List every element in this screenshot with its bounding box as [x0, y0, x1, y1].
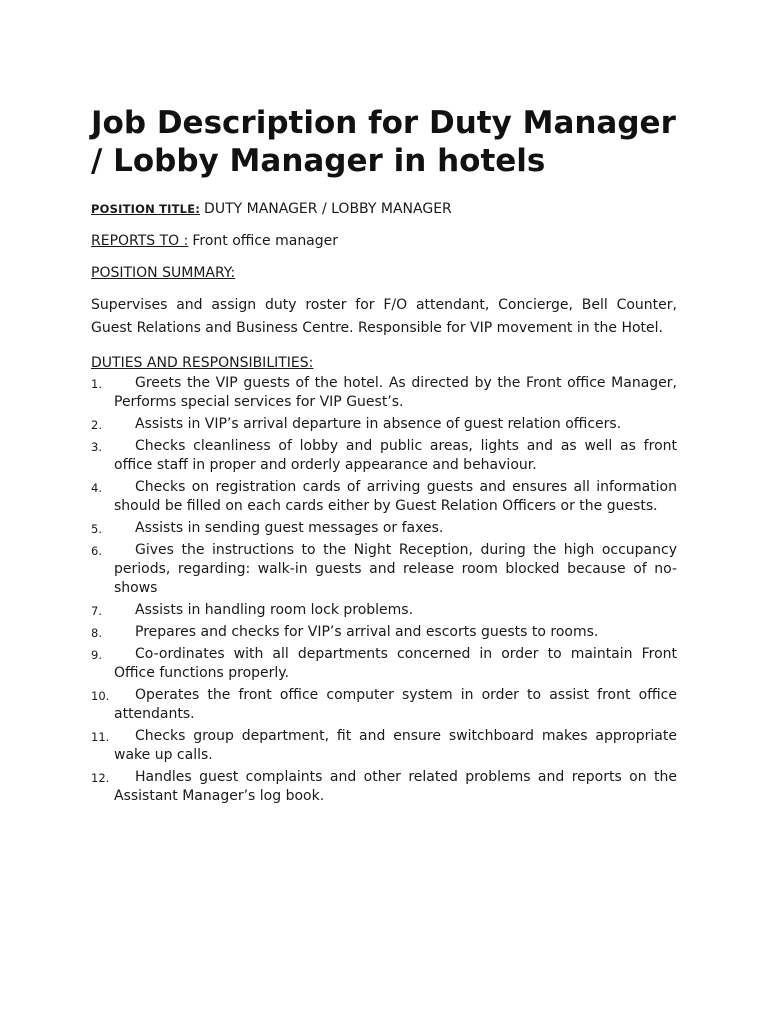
- duties-heading: DUTIES AND RESPONSIBILITIES:: [91, 355, 314, 371]
- list-item-number: 3.: [91, 440, 102, 454]
- list-item: [91, 519, 677, 538]
- list-item-number: 5.: [91, 522, 102, 536]
- list-item-text: Greets the VIP guests of the hotel. As directed by the Front office Manager, Performs special services for VIP Guest’s.: [114, 375, 677, 410]
- position-title-label: POSITION TITLE:: [91, 202, 201, 216]
- list-item: [91, 686, 677, 724]
- list-item-text: Checks on registration cards of arriving guests and ensures all information should be filled on each cards either by Guest Relation Officers or the guests.: [114, 479, 677, 514]
- list-item: [91, 415, 677, 434]
- position-title-row: [91, 200, 677, 218]
- list-item: [91, 623, 677, 642]
- list-item-number: 4.: [91, 481, 102, 495]
- list-item-text: Checks cleanliness of lobby and public areas, lights and as well as front office staff in proper and orderly appearance and behaviour.: [114, 438, 677, 473]
- list-item-number: 12.: [91, 771, 110, 785]
- list-item: [91, 601, 677, 620]
- list-item-text: Co-ordinates with all departments concerned in order to maintain Front Office functions properly.: [114, 646, 677, 681]
- list-item: [91, 374, 677, 412]
- list-item-text: Assists in handling room lock problems.: [135, 602, 414, 618]
- duties-list: [91, 374, 677, 806]
- list-item-number: 11.: [91, 730, 110, 744]
- list-item: [91, 768, 677, 806]
- list-item-text: Handles guest complaints and other related problems and reports on the Assistant Manager’s log book.: [114, 769, 677, 804]
- list-item-number: 8.: [91, 626, 102, 640]
- list-item-text: Checks group department, fit and ensure switchboard makes appropriate wake up calls.: [114, 728, 677, 763]
- reports-to-row: [91, 232, 677, 250]
- list-item: [91, 645, 677, 683]
- list-item-number: 2.: [91, 418, 102, 432]
- list-item-number: 6.: [91, 544, 102, 558]
- reports-to-value: Front office manager: [192, 233, 339, 249]
- position-summary-text: Supervises and assign duty roster for F/O attendant, Concierge, Bell Counter, Guest Relations and Business Centre. Responsible for VIP movement in the Hotel.: [91, 297, 677, 336]
- list-item-number: 9.: [91, 648, 102, 662]
- list-item: [91, 541, 677, 598]
- position-summary-heading: POSITION SUMMARY:: [91, 265, 236, 281]
- list-item-text: Assists in VIP’s arrival departure in absence of guest relation officers.: [135, 416, 622, 432]
- position-title-value: DUTY MANAGER / LOBBY MANAGER: [204, 201, 452, 217]
- list-item: [91, 437, 677, 475]
- list-item-text: Prepares and checks for VIP’s arrival and escorts guests to rooms.: [135, 624, 599, 640]
- list-item: [91, 727, 677, 765]
- list-item: [91, 478, 677, 516]
- list-item-number: 10.: [91, 689, 110, 703]
- list-item-number: 7.: [91, 604, 102, 618]
- reports-to-label: REPORTS TO :: [91, 233, 189, 249]
- list-item-text: Operates the front office computer system in order to assist front office attendants.: [114, 687, 677, 722]
- list-item-text: Gives the instructions to the Night Reception, during the high occupancy periods, regarding: walk-in guests and release room blocked because of no- shows: [114, 542, 677, 596]
- list-item-text: Assists in sending guest messages or faxes.: [135, 520, 444, 536]
- list-item-number: 1.: [91, 377, 102, 391]
- document-title: Job Description for Duty Manager / Lobby Manager in hotels: [91, 105, 676, 179]
